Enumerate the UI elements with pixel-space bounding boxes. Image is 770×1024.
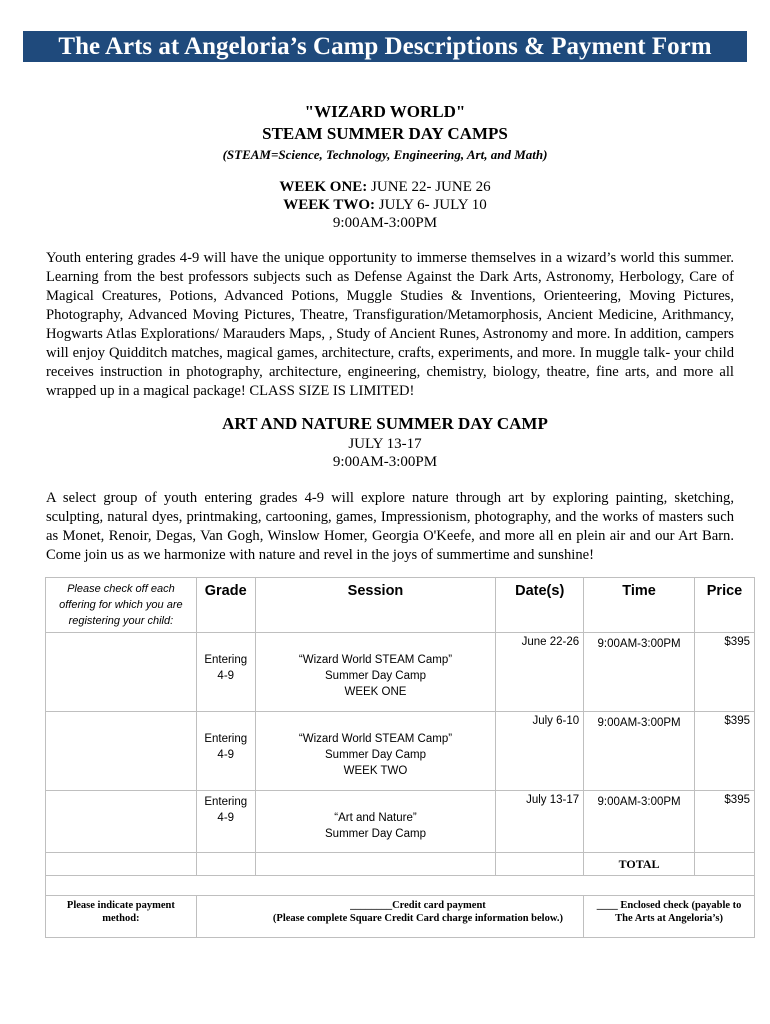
payment-row (46, 896, 755, 938)
session-line: WEEK TWO (343, 765, 408, 777)
grade-line: Entering (204, 796, 248, 808)
session-cell (255, 712, 496, 791)
grade-line: Entering (204, 654, 248, 666)
time-cell: 9:00AM-3:00PM (584, 712, 695, 791)
camp1-subtitle: STEAM SUMMER DAY CAMPS (262, 124, 508, 143)
camp1-description: Youth entering grades 4-9 will have the unique opportunity to immerse themselves in a wizard’s world this summer. Learning from the best professors subjects such as Defense Against the Dark Arts, Astronomy, Herbology, Care of Magical Creatures, Potions, Advanced Potions, Muggle Studies & Inventions, Orienteering, Moving Pictures, Photography, Advanced Moving Pictures, Theatre, Transfiguration/Metamorphosis, Ancient Medicine, Arithmancy, Hogwarts Atlas Explorations/ Marauders Maps, , Study of Ancient Runes, Astronomy and more. In addition, campers will enjoy Quidditch matches, magical games, architecture, crafts, experiments, and more. In muggle talk- your child receives instruction in photography, architecture, engineering, chemistry, biology, theatre, fine arts, and more all wrapped up in a magical package! CLASS SIZE IS LIMITED! (46, 250, 734, 399)
total-label: TOTAL (584, 853, 695, 876)
camp1-acronym: (STEAM=Science, Technology, Engineering, Art, and Math) (222, 147, 548, 162)
grade-cell (196, 712, 255, 791)
camp1-week-two (0, 197, 770, 214)
credit-note: (Please complete Square Credit Card charge information below.) (272, 913, 563, 924)
time-cell: 9:00AM-3:00PM (584, 633, 695, 712)
session-line: Summer Day Camp (325, 670, 426, 682)
check-note: Please check off each offering for which you are registering your child: (46, 578, 197, 633)
checkbox-cell[interactable] (46, 791, 197, 853)
payment-label: Please indicate payment method: (46, 896, 197, 938)
empty-cell (496, 853, 584, 876)
checkbox-cell[interactable] (46, 633, 197, 712)
registration-table (45, 577, 755, 938)
session-line: Summer Day Camp (325, 828, 426, 840)
week-one-dates: JUNE 22- JUNE 26 (367, 179, 491, 195)
header-dates: Date(s) (496, 578, 584, 633)
camp1-week-one (0, 179, 770, 196)
empty-cell (255, 853, 496, 876)
grade-line: 4-9 (217, 749, 235, 761)
camp2-dates: JULY 13-17 (348, 436, 422, 452)
price-cell: $395 (695, 712, 755, 791)
camp2-name: ART AND NATURE SUMMER DAY CAMP (222, 414, 548, 433)
header-grade: Grade (196, 578, 255, 633)
session-line: WEEK ONE (344, 686, 407, 698)
grade-cell (196, 633, 255, 712)
header-time: Time (584, 578, 695, 633)
table-row (46, 712, 755, 791)
grade-line: Entering (204, 733, 248, 745)
camp2-description: A select group of youth entering grades 4-9 will explore nature through art by exploring painting, sketching, sculpting, natural dyes, printmaking, cartooning, games, Impressionism, photography, and the works of masters such as Monet, Renoir, Degas, Van Gogh, Winslow Homer, Georgia O'Keefe, and more all en plein air and our Art Barn. Come join us as we harmonize with nature and revel in the joys of summertime and sunshine! (46, 490, 734, 563)
session-line: Summer Day Camp (325, 749, 426, 761)
header-price: Price (695, 578, 755, 633)
table-row (46, 791, 755, 853)
time-cell: 9:00AM-3:00PM (584, 791, 695, 853)
total-row (46, 853, 755, 876)
credit-card-option[interactable] (196, 896, 583, 938)
session-line: “Wizard World STEAM Camp” (298, 654, 453, 666)
grade-cell (196, 791, 255, 853)
session-cell (255, 791, 496, 853)
session-line: “Art and Nature” (334, 812, 417, 824)
empty-cell (196, 853, 255, 876)
page-title: The Arts at Angeloria’s Camp Descriptions & Payment Form (23, 31, 747, 62)
session-line: “Wizard World STEAM Camp” (298, 733, 453, 745)
header-session: Session (255, 578, 496, 633)
price-cell: $395 (695, 791, 755, 853)
dates-cell: July 13-17 (496, 791, 584, 853)
grade-line: 4-9 (217, 812, 235, 824)
dates-cell: June 22-26 (496, 633, 584, 712)
camp1-name: "WIZARD WORLD" (304, 102, 466, 121)
dates-cell: July 6-10 (496, 712, 584, 791)
week-two-dates: JULY 6- JULY 10 (375, 197, 487, 213)
table-row (46, 633, 755, 712)
credit-line: ________Credit card payment (350, 900, 486, 911)
spacer-cell (46, 876, 755, 896)
spacer-row (46, 876, 755, 896)
week-two-label: WEEK TWO: (283, 197, 376, 213)
price-cell: $395 (695, 633, 755, 712)
camp1-hours: 9:00AM-3:00PM (332, 215, 438, 231)
checkbox-cell[interactable] (46, 712, 197, 791)
empty-cell (46, 853, 197, 876)
grade-line: 4-9 (217, 670, 235, 682)
total-value[interactable] (695, 853, 755, 876)
check-option[interactable]: ____ Enclosed check (payable to The Arts at Angeloria’s) (584, 896, 755, 938)
camp2-hours: 9:00AM-3:00PM (332, 454, 438, 470)
week-one-label: WEEK ONE: (279, 179, 368, 195)
session-cell (255, 633, 496, 712)
